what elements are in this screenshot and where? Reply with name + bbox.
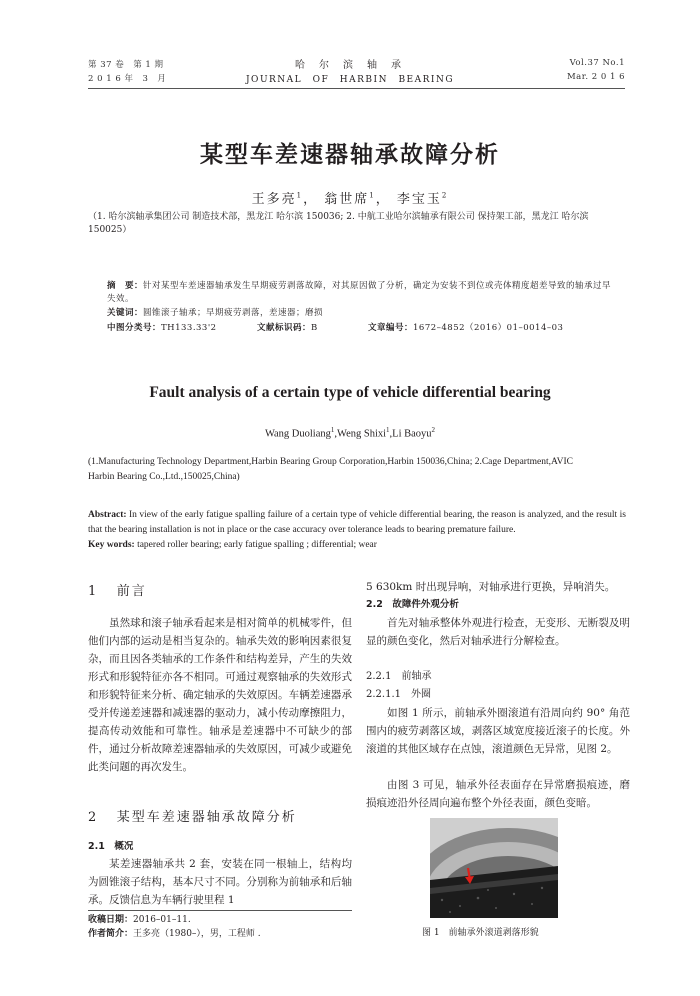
author-2: 翁世席 bbox=[324, 192, 370, 207]
figure-1-photo bbox=[430, 818, 558, 918]
affiliation-en: (1.Manufacturing Technology Department,Harbin Bearing Group Corporation,Harbin 150036,China; 2.Cage Department,AVIC Harbin Bearing Co.,Ltd.,150025,China) bbox=[88, 457, 573, 482]
footnote-rule bbox=[88, 910, 352, 911]
section-2-2-1-heading: 2.2.1 前轴承 bbox=[366, 671, 432, 682]
article-number: 文章编号：1672–4852（2016）01–0014–03 bbox=[368, 323, 564, 333]
author-1: 王多亮 bbox=[251, 192, 297, 207]
document-code: 文献标识码：B bbox=[257, 323, 318, 333]
authors-cn: 王多亮$^1$， 翁世席$^1$， 李宝玉$^2$ bbox=[251, 191, 449, 207]
author-3: 李宝玉 bbox=[396, 192, 442, 207]
section-2-2-1-1-heading: 2.2.1.1 外圈 bbox=[366, 689, 431, 700]
keywords-en: Key words: tapered roller bearing; early fatigue spalling ; differential; wear bbox=[88, 540, 377, 550]
header-date-cn: 2 0 1 6 年 3 月 bbox=[88, 74, 167, 84]
header-volume-en: Vol.37 No.1 bbox=[569, 58, 625, 68]
received-date: 收稿日期：2016–01–11. bbox=[88, 915, 191, 925]
section-2-2-1-1-paragraph-2: 由图 3 可见，轴承外径表面存在异常磨损痕迹，磨损痕迹沿外径周向遍布整个外径表面，颜色变暗。 bbox=[366, 779, 630, 809]
keywords-cn: 关键词：圆锥滚子轴承；早期疲劳剥落，差速器；磨损 bbox=[107, 308, 324, 318]
author-bio: 作者简介：王多亮（1980–），男，工程师 . bbox=[88, 929, 261, 939]
section-1-paragraph: 虽然球和滚子轴承看起来是相对简单的机械零件，但他们内部的运动是相当复杂的。轴承失效的影响因素很复杂，而且因各类轴承的工作条件和结构差异，产生的失效形式和形貌特征亦各不相同。可通过观察轴承的失效形式和形貌特征来分析、确定轴承的失效原因。车辆差速器承受并传递差速器和减速器的驱动力，减小传动摩擦阻力，提高传动效能和可靠性。轴承是差速器中不可缺少的部件，通过分析故障差速器轴承的失效原因，可减少或避免此类问题的再次发生。 bbox=[88, 617, 352, 773]
section-2-1-heading: 2.1 概况 bbox=[88, 841, 134, 852]
abstract-text: 针对某型车差速器轴承发生早期疲劳剥落故障，对其原因做了分析，确定为安装不到位或壳体精度超差导致的轴承过早失效。 bbox=[107, 281, 612, 304]
bearing-outer-race-image bbox=[430, 818, 558, 918]
figure-1-caption: 图 1 前轴承外滚道剥落形貌 bbox=[422, 928, 539, 938]
abstract-en: Abstract: In view of the early fatigue spalling failure of a certain type of vehicle differential bearing, the reason is analyzed, and the result is that the bearing installation is not in place or the case accuracy over tolerance leads to bearing premature failure. bbox=[88, 510, 626, 535]
section-1-heading: 1 前言 bbox=[88, 584, 147, 599]
section-2-2-1-1-paragraph: 如图 1 所示，前轴承外圈滚道有沿周向约 90° 角范围内的疲劳剥落区域，剥落区域宽度接近滚子的长度。外滚道的其他区域存在点蚀，滚道颜色无异常，见图 2。 bbox=[366, 707, 630, 755]
header-rule bbox=[88, 88, 625, 89]
clc-number: 中图分类号：TH133.33'2 bbox=[107, 323, 217, 333]
header-date-en: Mar. 2 0 1 6 bbox=[566, 72, 625, 82]
paper-title-cn: 某型车差速器轴承故障分析 bbox=[200, 142, 500, 168]
journal-name-en: JOURNAL OF HARBIN BEARING bbox=[245, 75, 455, 85]
authors-en: Wang Duoliang$^1$,Weng Shixi$^1$,Li Baoyu$^2$ bbox=[264, 426, 436, 440]
abstract-cn bbox=[107, 280, 615, 306]
section-2-2-heading: 2.2 故障件外观分析 bbox=[366, 599, 459, 610]
section-2-heading: 2 某型车差速器轴承故障分析 bbox=[88, 810, 297, 825]
header-volume-cn: 第 37 卷 第 1 期 bbox=[88, 60, 164, 70]
paper-title-en: Fault analysis of a certain type of vehicle differential bearing bbox=[149, 384, 551, 401]
affiliation-cn: （1. 哈尔滨轴承集团公司 制造技术部，黑龙江 哈尔滨 150036; 2. 中航工业哈尔滨轴承有限公司 保持架工部，黑龙江 哈尔滨 150025） bbox=[88, 212, 589, 235]
section-2-1-continuation: 5 630km 时出现异响，对轴承进行更换，异响消失。 bbox=[366, 581, 616, 593]
journal-name-cn: 哈尔滨轴承 bbox=[295, 60, 415, 71]
abstract-label: 摘 要： bbox=[107, 281, 144, 291]
section-2-2-paragraph: 首先对轴承整体外观进行检查，无变形、无断裂及明显的颜色变化，然后对轴承进行分解检查。 bbox=[366, 617, 630, 647]
section-2-1-paragraph: 某差速器轴承共 2 套，安装在同一根轴上，结构均为圆锥滚子结构，基本尺寸不同。分别称为前轴承和后轴承。反馈信息为车辆行驶里程 1 bbox=[88, 858, 352, 906]
